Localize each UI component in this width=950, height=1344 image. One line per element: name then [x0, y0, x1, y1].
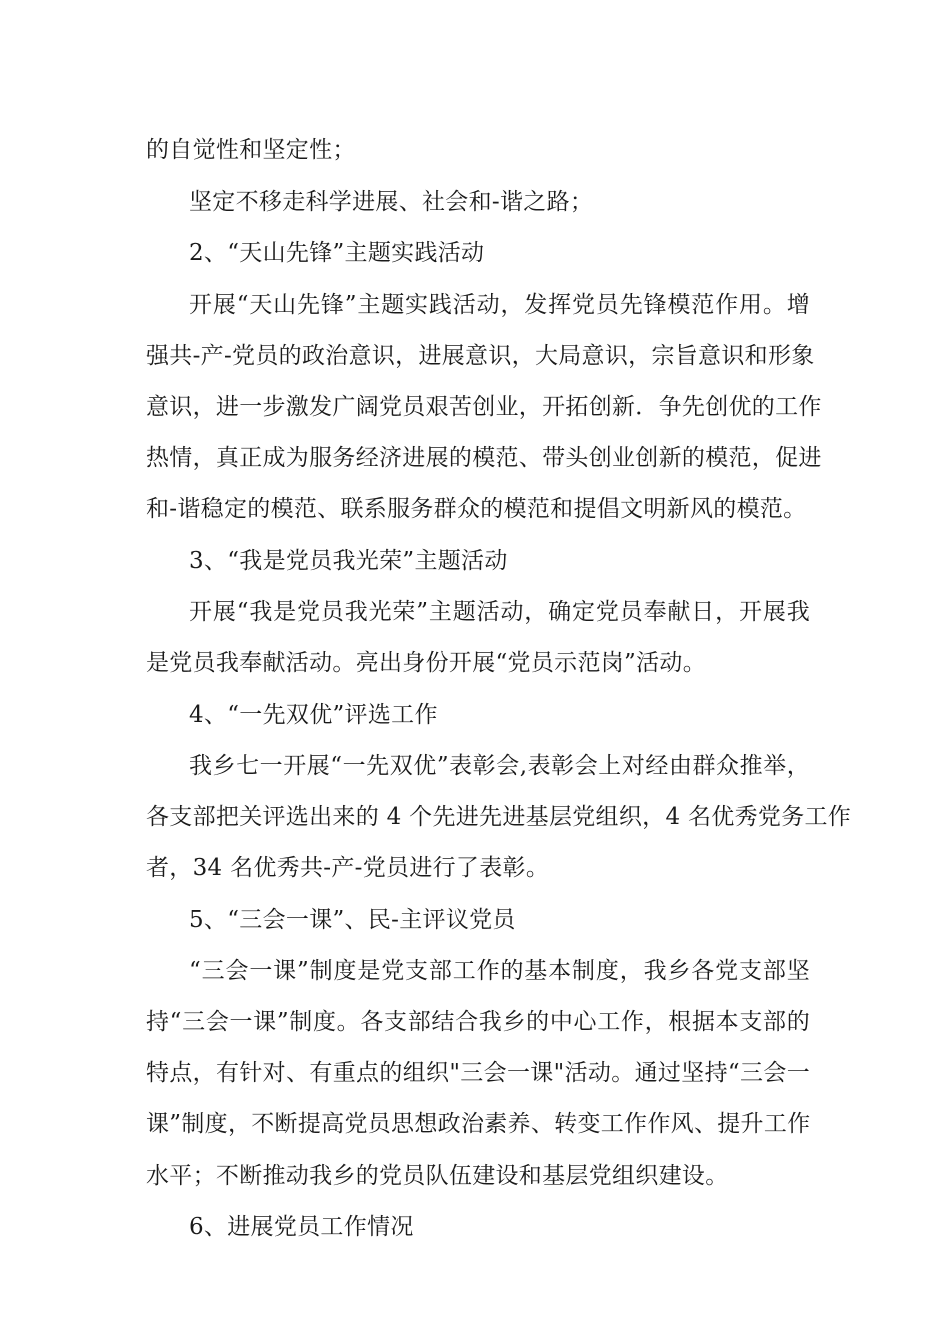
text-line: 我乡七一开展“一先双优”表彰会,表彰会上对经由群众推举，: [189, 753, 810, 779]
text-line: 的自觉性和坚定性；: [146, 137, 356, 163]
text-line: 课”制度，不断提高党员思想政治素养、转变工作作风、提升工作: [146, 1111, 811, 1137]
section-heading: 3、“我是党员我光荣”主题活动: [189, 548, 508, 574]
section-heading: 5、“三会一课”、民-主评议党员: [189, 907, 516, 933]
section-heading: 4、“一先双优”评选工作: [189, 702, 438, 728]
text-line: 开展“我是党员我光荣”主题活动，确定党员奉献日，开展我: [189, 599, 810, 625]
section-heading: 2、“天山先锋”主题实践活动: [189, 240, 485, 266]
text-line: 各支部把关评选出来的 4 个先进先进基层党组织，4 名优秀党务工作: [146, 804, 852, 830]
text-line: 热情，真正成为服务经济进展的模范、带头创业创新的模范，促进: [146, 445, 822, 471]
section-heading: 6、进展党员工作情况: [189, 1214, 414, 1240]
text-line: 特点，有针对、有重点的组织"三会一课"活动。通过坚持“三会一: [146, 1060, 810, 1086]
text-line: 持“三会一课”制度。各支部结合我乡的中心工作，根据本支部的: [146, 1009, 810, 1035]
text-line: 者，34 名优秀共-产-党员进行了表彰。: [146, 855, 550, 881]
text-line: 意识，进一步激发广阔党员艰苦创业，开拓创新．争先创优的工作: [146, 394, 822, 420]
text-line: 强共-产-党员的政治意识，进展意识，大局意识，宗旨意识和形象: [146, 343, 815, 369]
text-line: 是党员我奉献活动。亮出身份开展“党员示范岗”活动。: [146, 650, 707, 676]
text-line: 开展“天山先锋”主题实践活动，发挥党员先锋模范作用。增: [189, 292, 810, 318]
text-line: 坚定不移走科学进展、社会和-谐之路；: [189, 189, 594, 215]
text-line: “三会一课”制度是党支部工作的基本制度，我乡各党支部坚: [189, 958, 810, 984]
text-line: 和-谐稳定的模范、联系服务群众的模范和提倡文明新风的模范。: [146, 496, 807, 522]
text-line: 水平；不断推动我乡的党员队伍建设和基层党组织建设。: [146, 1163, 729, 1189]
